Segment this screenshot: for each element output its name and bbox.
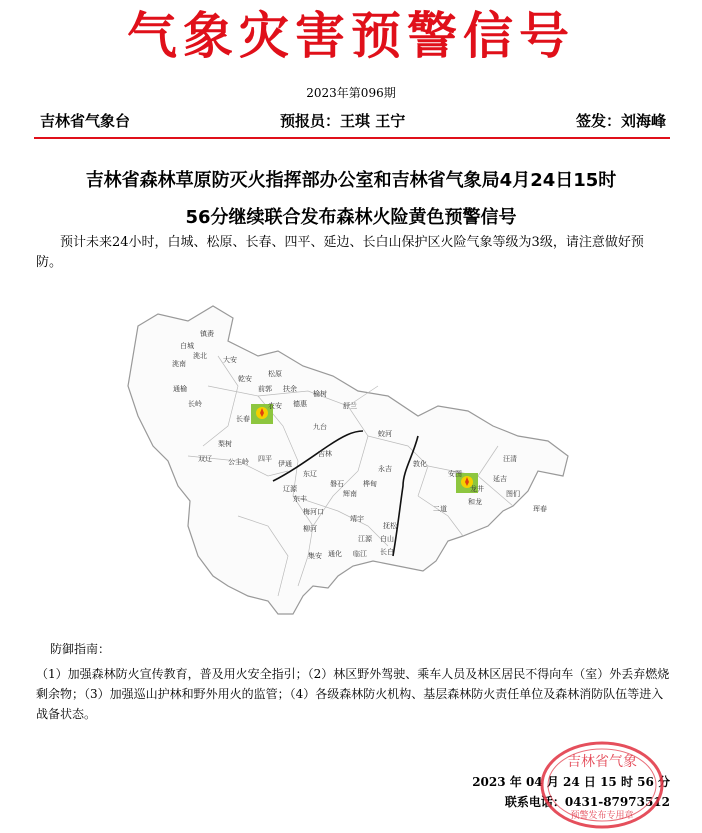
map-place-label: 洮南 — [172, 360, 186, 368]
forecasters: 预报员：王琪 王宁 — [280, 112, 406, 130]
map-place-label: 公主岭 — [228, 458, 249, 466]
map-place-label: 九台 — [313, 423, 327, 431]
map-place-label: 珲春 — [533, 505, 547, 513]
map-place-label: 龙井 — [470, 485, 484, 493]
map-place-label: 白山 — [380, 535, 394, 543]
issue-number: 2023年第096期 — [306, 86, 396, 100]
map-place-label: 延吉 — [493, 475, 507, 483]
map-place-label: 洮北 — [193, 352, 207, 360]
map-place-label: 蛟河 — [378, 430, 392, 438]
warning-content: 预计未来24小时，白城、松原、长春、四平、延边、长白山保护区火险气象等级为3级，请注意做好预防。 — [36, 235, 644, 270]
map-place-label: 吉林 — [318, 450, 332, 458]
map-place-label: 二道 — [433, 505, 447, 513]
map-place-label: 临江 — [353, 550, 367, 558]
official-seal — [537, 738, 667, 833]
map-place-label: 农安 — [268, 402, 282, 410]
map-place-label: 永吉 — [378, 465, 392, 473]
map-place-label: 辽源 — [283, 485, 297, 493]
seal-top-text: 吉林省气象 — [567, 754, 637, 770]
map-place-label: 梅河口 — [303, 508, 324, 516]
issue-datetime: 2023 年 04 月 24 日 15 时 56 分 — [472, 775, 670, 789]
contact-phone: 联系电话：0431-87973512 — [504, 795, 670, 809]
map-place-label: 桦甸 — [363, 480, 377, 488]
map-place-label: 东丰 — [293, 495, 307, 503]
map-place-label: 和龙 — [468, 498, 482, 506]
map-place-label: 图们 — [506, 490, 520, 498]
map-place-label: 柳河 — [303, 525, 317, 533]
map-place-label: 敦化 — [413, 460, 427, 468]
map-place-label: 大安 — [223, 356, 237, 364]
map-place-label: 通榆 — [173, 385, 187, 393]
page-title-line1: 吉林省森林草原防灭火指挥部办公室和吉林省气象局4月24日15时 — [85, 170, 617, 191]
map-place-label: 辉南 — [343, 490, 357, 498]
map-place-label: 长白 — [380, 548, 394, 556]
map-place-label: 榆树 — [313, 390, 327, 398]
issuer: 吉林省气象台 — [40, 112, 131, 130]
red-divider — [34, 137, 670, 139]
map-place-label: 安图 — [448, 470, 462, 478]
guidance-text: （1）加强森林防火宣传教育，普及用火安全指引；（2）林区野外驾驶、乘车人员及林区居民不得向车（室）外丢弃燃烧剩余物；（3）加强巡山护林和野外用火的监管；（4）各级森林防火机构、基层森林防火责任单位及森林消防队伍等进入战备状态。 — [36, 667, 670, 721]
map-place-label: 松原 — [268, 370, 282, 378]
signer: 签发：刘海峰 — [575, 112, 666, 130]
seal-bottom-text: 预警发布专用章 — [570, 811, 634, 821]
map-place-label: 磐石 — [330, 480, 344, 488]
map-place-label: 舒兰 — [343, 402, 357, 410]
map-place-label: 东辽 — [303, 470, 317, 478]
map-place-label: 梨树 — [218, 440, 232, 448]
map-place-label: 德惠 — [293, 400, 307, 408]
map-place-label: 江源 — [358, 535, 372, 543]
map-place-label: 伊通 — [278, 460, 292, 468]
map-place-label: 扶余 — [283, 385, 297, 393]
map-place-label: 四平 — [258, 455, 272, 463]
map-place-label: 长岭 — [188, 400, 202, 408]
masthead-title: 气象灾害预警信号 — [127, 6, 575, 65]
jilin-map — [118, 296, 588, 628]
map-place-label: 双辽 — [198, 455, 212, 463]
map-place-label: 长春 — [236, 415, 250, 423]
map-place-label: 前郭 — [258, 385, 272, 393]
map-place-label: 集安 — [308, 552, 322, 560]
map-place-label: 白城 — [180, 342, 194, 350]
guidance-heading: 防御指南： — [50, 642, 111, 656]
page-title-line2: 56分继续联合发布森林火险黄色预警信号 — [185, 207, 517, 228]
map-place-label: 抚松 — [383, 522, 397, 530]
map-place-label: 靖宇 — [350, 515, 364, 523]
map-place-label: 镇赉 — [200, 330, 214, 338]
map-place-label: 通化 — [328, 550, 342, 558]
map-place-label: 乾安 — [238, 375, 252, 383]
map-place-label: 汪清 — [503, 455, 517, 463]
